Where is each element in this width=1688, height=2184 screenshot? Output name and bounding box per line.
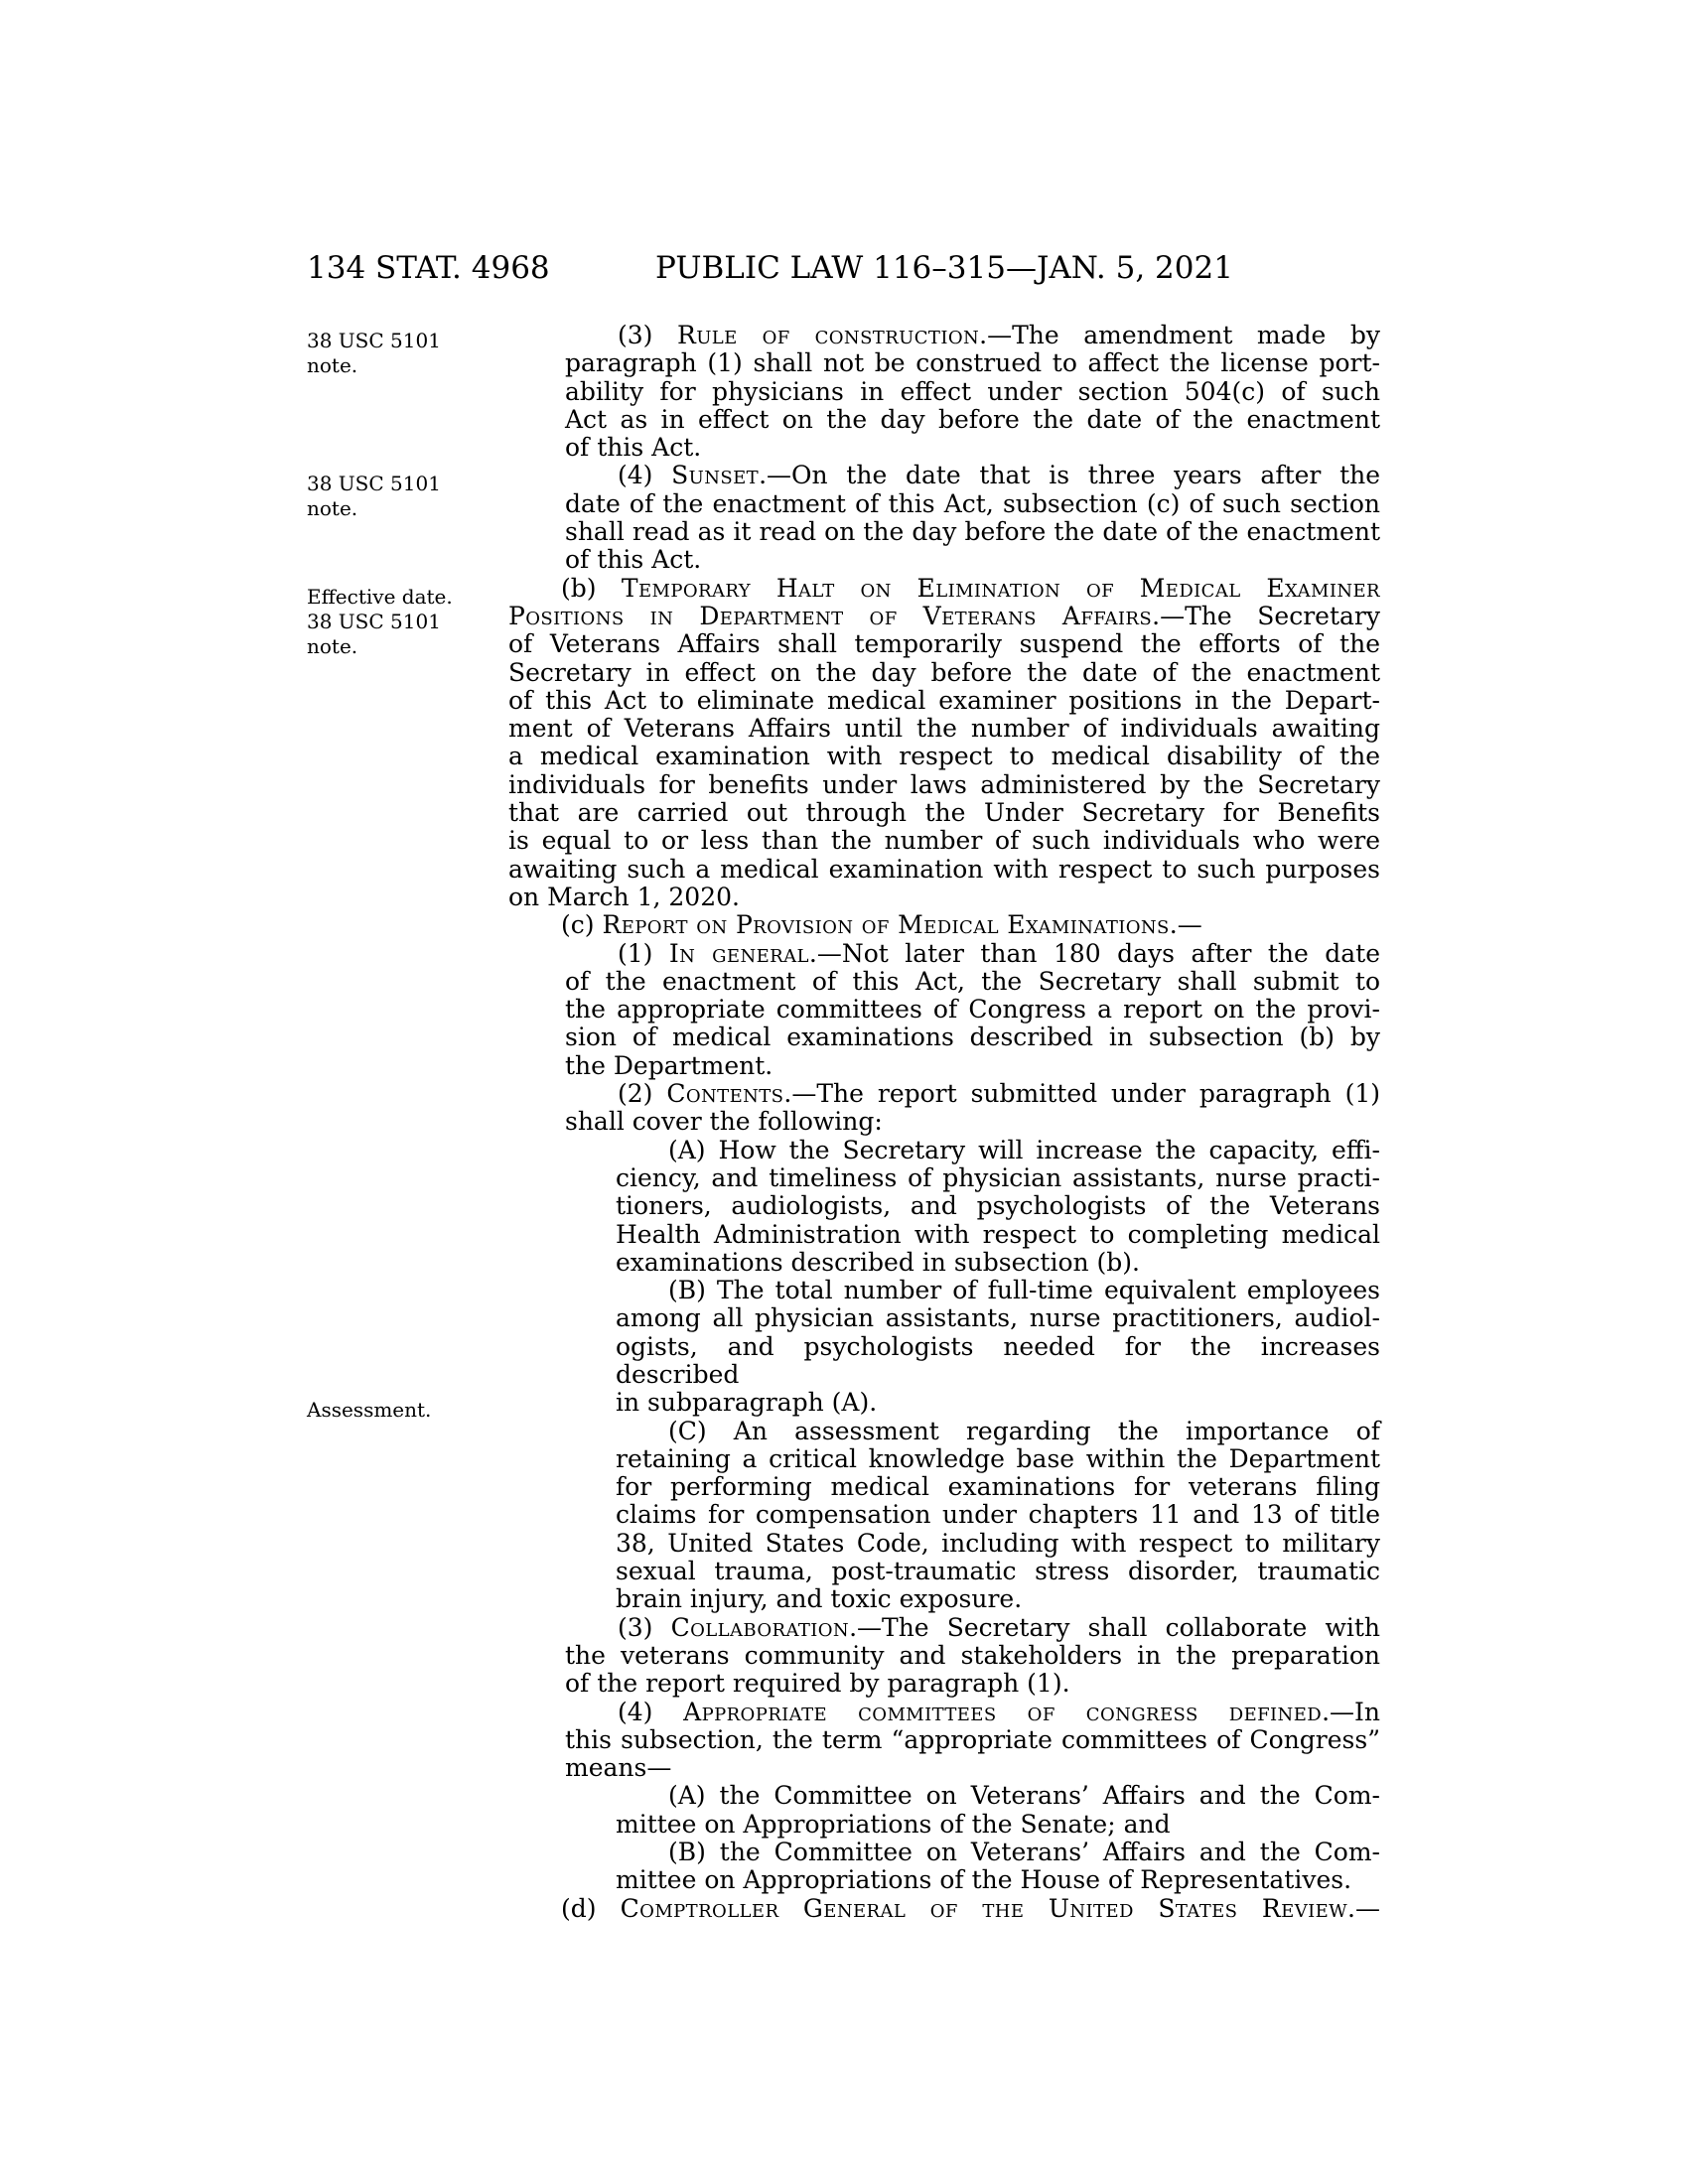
body-line [508,827,1380,855]
body-line [668,1782,1380,1810]
public-law-heading: PUBLIC LAW 116–315—JAN. 5, 2021 [655,250,1233,286]
body-line [565,518,1380,546]
body-text-segment: .—In [1322,1697,1381,1726]
body-text-segment: (A) the Committee on Veterans’ Affairs and the Com- [668,1781,1380,1811]
body-text-segment: (B) The total number of full-time equivalent employees [668,1276,1380,1305]
body-line [616,1164,1380,1192]
margin-note-line: Assessment. [307,1398,432,1422]
body-text-segment: ogists, and psychologists needed for the increases described [616,1331,1380,1389]
margin-note-line: note. [307,634,358,658]
body-text-segment: means— [565,1753,672,1783]
body-line [616,1192,1380,1220]
body-text-segment: sion of medical examinations described in subsection (b) by [565,1023,1380,1052]
body-text-segment: (2) [618,1079,667,1109]
body-line [565,1642,1380,1670]
body-text-segment: the Department. [565,1050,774,1080]
body-text-segment: (d) [561,1893,621,1923]
body-line [616,1866,1380,1894]
body-line [565,349,1380,377]
body-text-segment: of the report required by paragraph (1). [565,1669,1070,1699]
body-line [508,715,1380,743]
small-caps-heading-text: Rule of construction [676,321,980,349]
margin-note [307,472,481,521]
body-text-segment: of Veterans Affairs shall temporarily suspend the efforts of the [508,629,1380,659]
body-line [508,771,1380,799]
body-line [616,1585,1380,1613]
margin-note-line: 38 USC 5101 [307,472,441,495]
body-line [508,743,1380,770]
body-text-segment: of the enactment of this Act, the Secretary shall submit to [565,966,1380,996]
body-text-segment: (B) the Committee on Veterans’ Affairs and the Com- [668,1838,1380,1867]
body-text-segment: of this Act. [565,433,702,463]
body-text-segment: ciency, and timeliness of physician assistants, nurse practi- [616,1162,1380,1192]
margin-note-line: Effective date. [307,585,453,609]
body-text-segment: brain injury, and toxic exposure. [616,1584,1023,1614]
small-caps-heading-text: Collaboration [670,1612,850,1642]
body-text-segment: a medical examination with respect to medical disability of the [508,742,1380,771]
body-line [508,659,1380,687]
small-caps-heading-text: Appropriate committees of congress defined [683,1697,1323,1726]
body-line [508,630,1380,658]
body-line [616,1501,1380,1529]
body-line [618,1699,1380,1726]
body-line [668,1418,1380,1445]
small-caps-heading-text: Comptroller General of the United States Review [620,1893,1348,1923]
body-line [565,490,1380,518]
body-text-segment: .—On the date that is three years after the [759,461,1381,490]
body-text-segment: that are carried out through the Under Secretary for Benefits [508,798,1380,828]
body-line [565,378,1380,406]
small-caps-heading-text: In general [668,938,809,968]
body-line [565,1108,1380,1136]
body-text-segment: (b) [561,573,622,603]
body-text-segment: awaiting such a medical examination with respect to such purposes [508,854,1380,884]
body-text-segment: (3) [618,321,677,349]
body-text-segment: ability for physicians in effect under section 504(c) of such [565,376,1380,406]
body-line [565,1754,1380,1782]
body-line [565,1726,1380,1754]
body-text-segment: tioners, audiologists, and psychologists of the Veterans [616,1191,1380,1221]
body-line [616,1221,1380,1249]
body-text-segment: (A) How the Secretary will increase the capacity, effi- [668,1135,1380,1164]
body-line [616,1249,1380,1277]
body-text-segment: ment of Veterans Affairs until the number of individuals awaiting [508,714,1380,744]
body-text-segment: (C) An assessment regarding the importance of [668,1416,1380,1445]
statute-body-text [508,322,1380,1923]
body-text-segment: .— [1347,1893,1380,1923]
body-text-segment: .—The report submitted under paragraph (1) [783,1079,1380,1109]
body-text-segment: Health Administration with respect to completing medical [616,1219,1380,1249]
body-line [565,1024,1380,1051]
body-text-segment: .—Not later than 180 days after the date [808,938,1380,968]
body-line [618,1614,1380,1642]
margin-note-line: note. [307,496,358,520]
body-text-segment: (4) [618,461,672,490]
margin-note-line: note. [307,353,358,377]
body-line [508,687,1380,715]
body-text-segment: of this Act. [565,545,702,575]
body-line [618,462,1380,489]
body-line [618,940,1380,968]
body-text-segment: .—The Secretary shall collaborate with [849,1612,1380,1642]
body-text-segment: on March 1, 2020. [508,882,740,911]
small-caps-heading-text: Sunset [671,461,760,490]
body-line [508,856,1380,884]
body-text-segment: .—The Secretary [1152,601,1380,630]
body-line [616,1558,1380,1585]
body-text-segment: date of the enactment of this Act, subsection (c) of such section [565,488,1380,518]
body-line [668,1137,1380,1164]
body-text-segment: of this Act to eliminate medical examiner positions in the Depart- [508,685,1380,715]
body-line [565,434,1380,462]
body-text-segment: (3) [618,1612,671,1642]
body-line [561,575,1380,603]
body-line [565,546,1380,574]
body-line [616,1811,1380,1839]
small-caps-heading-text: Positions in Department of Veterans Affairs [508,601,1153,630]
margin-note [307,585,481,659]
body-line [616,1473,1380,1501]
body-text-segment: the appropriate committees of Congress a report on the provi- [565,995,1380,1024]
body-text-segment: for performing medical examinations for veterans filing [616,1472,1380,1502]
body-line [668,1839,1380,1866]
body-text-segment: (4) [618,1697,684,1726]
margin-note-line: 38 USC 5101 [307,610,441,633]
body-text-segment: individuals for benefits under laws administered by the Secretary [508,769,1380,799]
body-line [618,1080,1380,1108]
body-line [561,911,1380,939]
body-line [508,603,1380,630]
body-text-segment: retaining a critical knowledge base within the Department [616,1443,1380,1473]
margin-note [307,1398,481,1423]
body-line [561,1895,1380,1923]
body-text-segment: among all physician assistants, nurse practitioners, audiol- [616,1303,1380,1333]
body-line [616,1389,1380,1417]
body-text-segment: is equal to or less than the number of such individuals who were [508,826,1380,856]
body-text-segment: (1) [618,938,669,968]
margin-note-line: 38 USC 5101 [307,329,441,352]
body-text-segment: 38, United States Code, including with respect to military [616,1528,1380,1558]
body-line [618,322,1380,349]
body-line [616,1530,1380,1558]
body-text-segment: examinations described in subsection (b). [616,1247,1141,1277]
body-text-segment: Act as in effect on the day before the date of the enactment [565,404,1380,434]
body-line [508,799,1380,827]
body-text-segment: .—The amendment made by [979,321,1380,349]
small-caps-heading-text: Report on Provision of Medical Examinations [602,910,1170,940]
body-text-segment: mittee on Appropriations of the Senate; and [616,1809,1171,1839]
body-line [616,1333,1380,1390]
body-text-segment: Secretary in effect on the day before the date of the enactment [508,657,1380,687]
body-line [565,968,1380,996]
body-line [565,1670,1380,1698]
body-text-segment: shall cover the following: [565,1107,883,1137]
body-text-segment: this subsection, the term “appropriate committees of Congress” [565,1724,1380,1754]
body-line [508,884,1380,911]
body-line [565,406,1380,434]
body-text-segment: paragraph (1) shall not be construed to affect the license port- [565,348,1380,378]
body-text-segment: the veterans community and stakeholders in the preparation [565,1640,1380,1670]
body-text-segment: (c) [561,910,603,940]
body-text-segment: in subparagraph (A). [616,1388,878,1418]
body-text-segment: mittee on Appropriations of the House of Representatives. [616,1865,1352,1895]
small-caps-heading-text: Temporary Halt on Elimination of Medical Examiner [621,573,1380,603]
margin-note [307,329,481,378]
body-line [565,996,1380,1024]
body-text-segment: sexual trauma, post-traumatic stress disorder, traumatic [616,1557,1380,1586]
body-line [616,1304,1380,1332]
body-text-segment: shall read as it read on the day before the date of the enactment [565,517,1380,547]
stat-page-number: 134 STAT. 4968 [307,250,550,286]
body-text-segment: .— [1169,910,1202,940]
body-line [668,1277,1380,1304]
body-line [616,1445,1380,1473]
small-caps-heading-text: Contents [666,1079,784,1109]
body-text-segment: claims for compensation under chapters 11 and 13 of title [616,1500,1380,1530]
body-line [565,1052,1380,1080]
